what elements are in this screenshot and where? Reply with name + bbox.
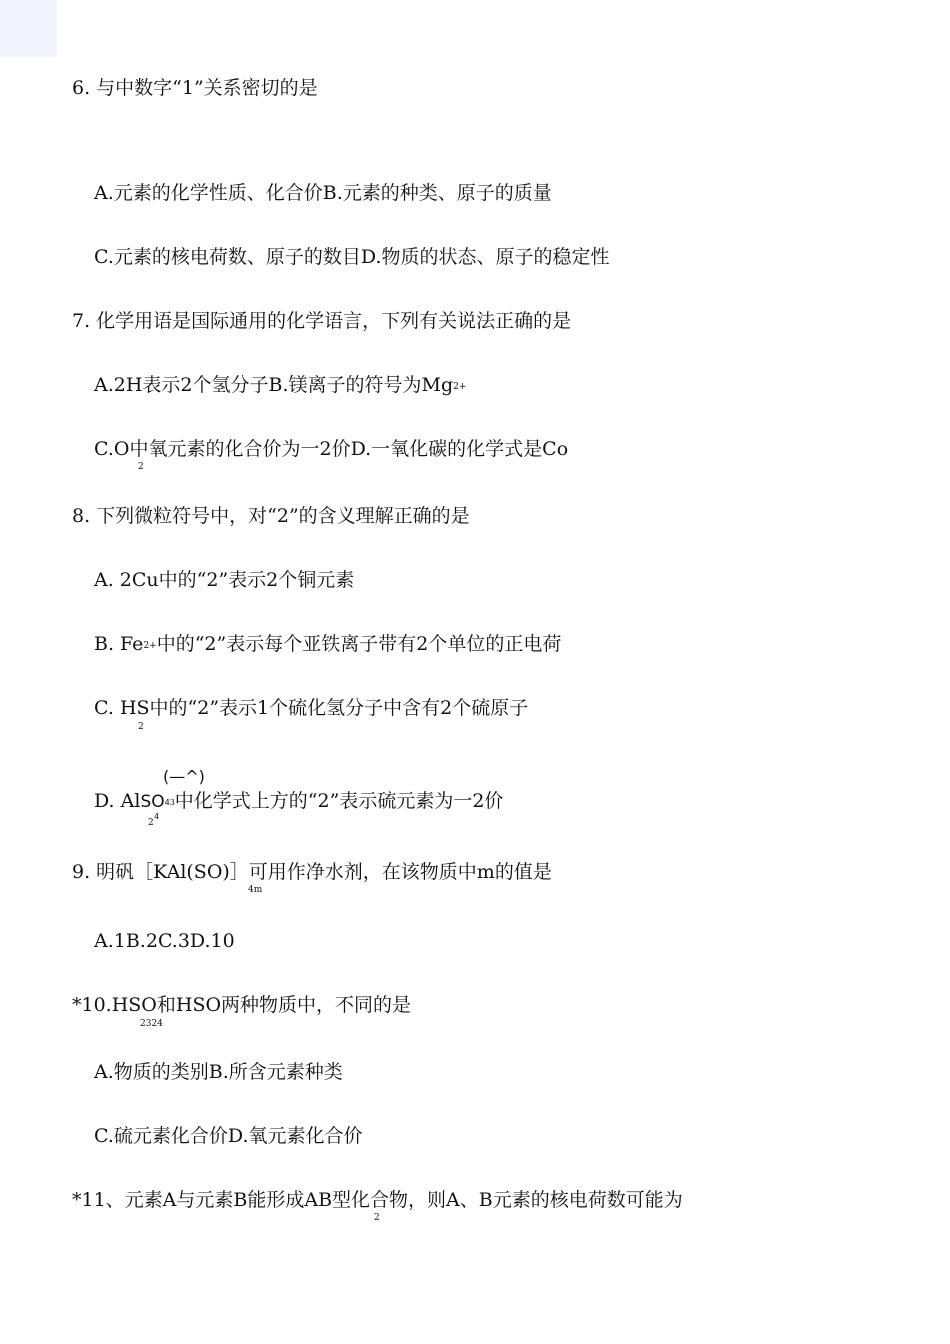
sulfate-subscript-3: 3 [169, 798, 175, 807]
question-9-stem: 9. 明矾［KAl(SO)］可用作净水剂，在该物质中m的值是 [72, 861, 552, 883]
question-8-option-a: A. 2Cu中的“2”表示2个铜元素 [94, 569, 355, 591]
aluminium-subscript: 2 [148, 818, 154, 828]
alum-subscript: 4m [248, 885, 263, 895]
question-11-stem: *11、元素A与元素B能形成AB型化合物，则A、B元素的核电荷数可能为 [72, 1189, 683, 1211]
question-8-option-d-rest: 中化学式上方的“2”表示硫元素为一2价 [174, 790, 504, 812]
question-10-options-cd: C.硫元素化合价D.氧元素化合价 [94, 1125, 363, 1147]
question-7-stem: 7. 化学用语是国际通用的化学语言，下列有关说法正确的是 [72, 310, 572, 332]
question-6-options-ab: A.元素的化学性质、化合价B.元素的种类、原子的质量 [94, 182, 552, 204]
question-8-option-b [94, 633, 561, 659]
hydrogen-subscript: 2 [138, 722, 144, 732]
question-8-option-c: C. HS中的“2”表示1个硫化氢分子中含有2个硫原子 [94, 697, 529, 719]
question-8-option-d-prefix: D. Al [94, 790, 141, 812]
question-6-options-cd: C.元素的核电荷数、原子的数目D.物质的状态、原子的稳定性 [94, 246, 610, 268]
valence-mark: (—^) [163, 767, 205, 786]
question-10-options-ab: A.物质的类别B.所含元素种类 [94, 1061, 343, 1083]
corner-shading [0, 0, 57, 57]
question-8-option-b-prefix: B. Fe [94, 633, 144, 655]
compound-subscript: 2 [374, 1213, 380, 1223]
magnesium-charge: 2+ [453, 382, 467, 392]
question-8-option-b-rest: 中的“2”表示每个亚铁离子带有2个单位的正电荷 [156, 633, 562, 655]
question-7-options-ab [94, 374, 466, 400]
iron-charge: 2+ [143, 641, 157, 651]
sulfate-subscript-4: 4 [164, 798, 170, 807]
question-7-options-ab-text: A.2H表示2个氢分子B.镁离子的符号为Mg [94, 374, 454, 396]
question-10-stem: *10.HSO和HSO两种物质中，不同的是 [72, 994, 412, 1016]
oxygen-subscript: 2 [138, 462, 144, 472]
question-6-stem: 6. 与中数字“1”关系密切的是 [72, 77, 318, 99]
question-7-options-cd: C.O中氧元素的化合价为一2价D.一氧化碳的化学式是Co [94, 438, 569, 460]
acid-subscripts: 2324 [140, 1019, 163, 1029]
question-8-stem: 8. 下列微粒符号中，对“2”的含义理解正确的是 [72, 505, 470, 527]
question-9-options: A.1B.2C.3D.10 [94, 930, 235, 952]
sulfate-formula: SO [140, 792, 165, 812]
sulfate-index-subscript: 4 [154, 812, 160, 821]
